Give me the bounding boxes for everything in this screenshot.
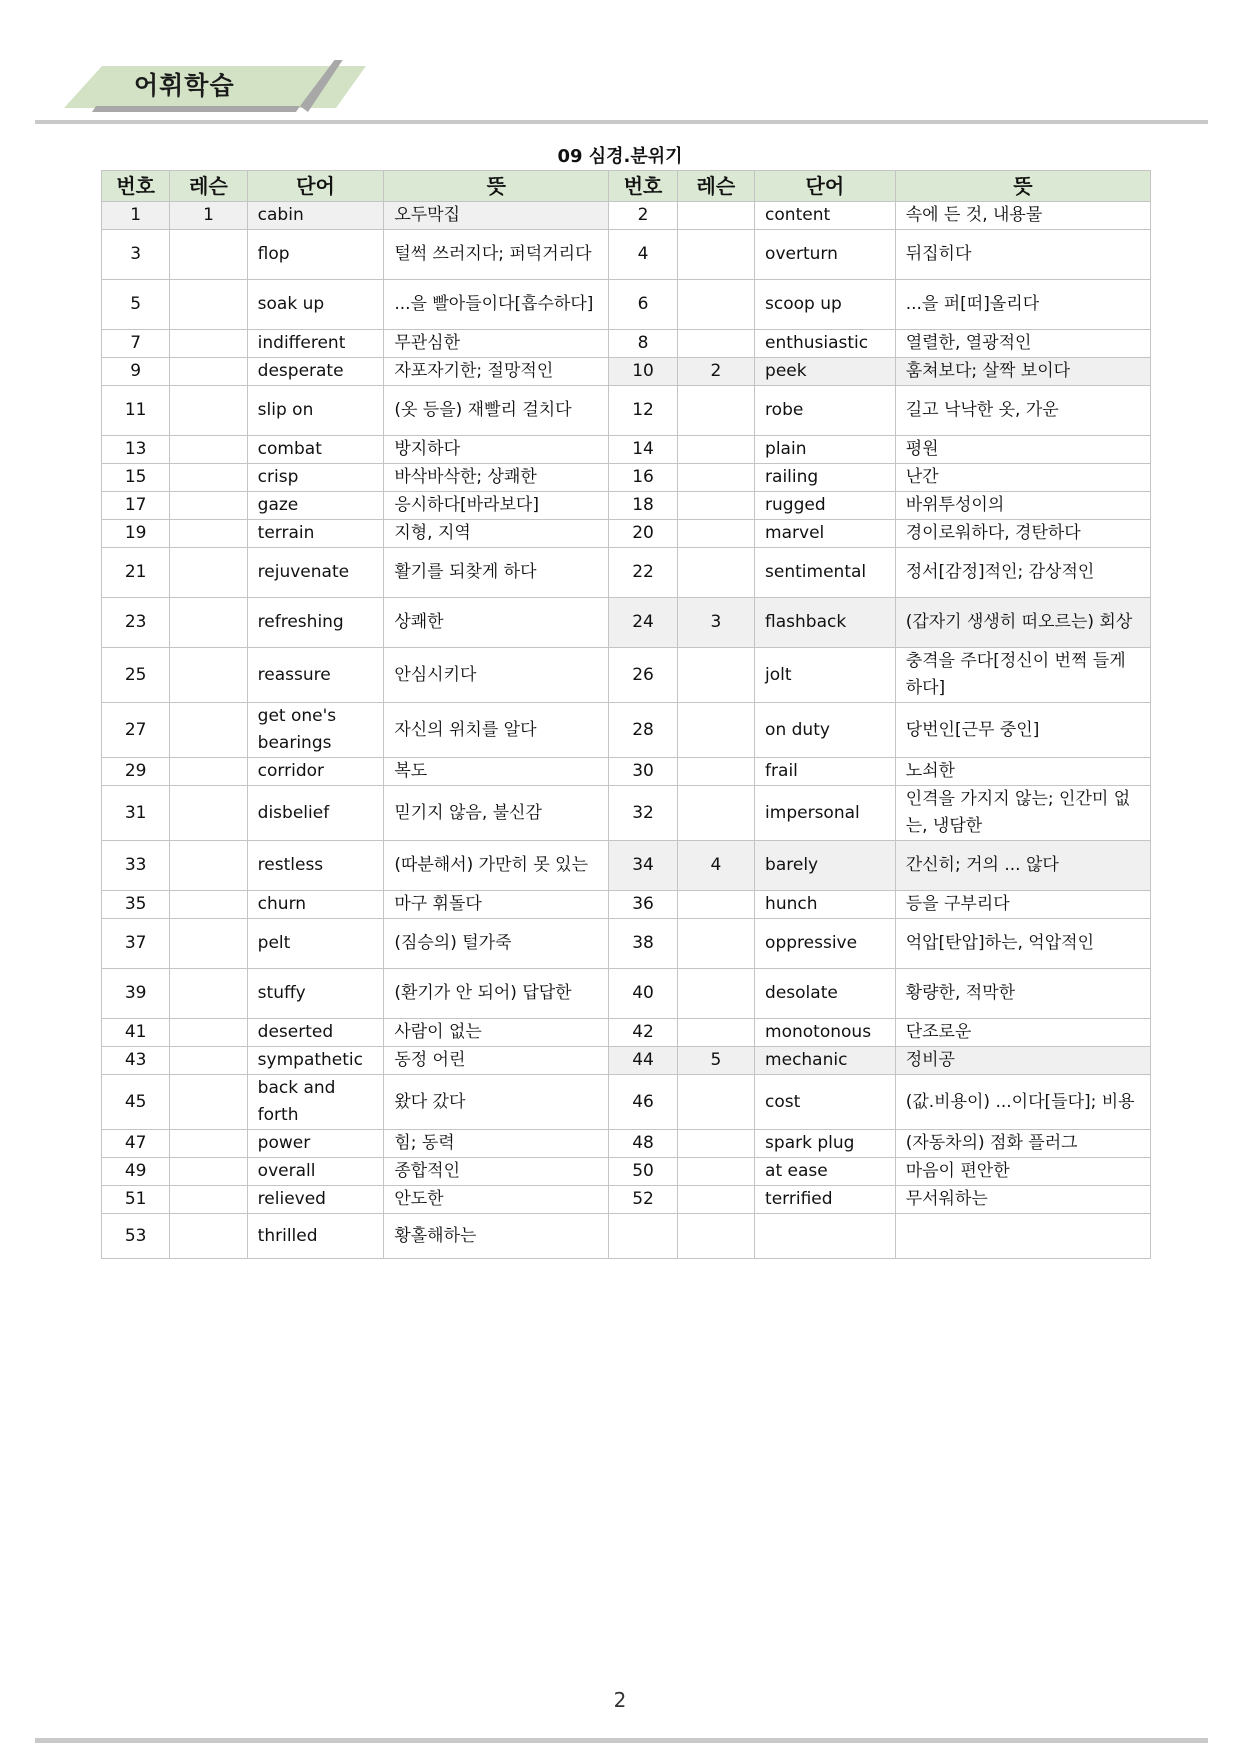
entry-number: 17	[102, 492, 170, 520]
column-header: 뜻	[384, 171, 609, 202]
entry-number: 1	[102, 202, 170, 230]
entry-number: 47	[102, 1130, 170, 1158]
word-meaning: 훔쳐보다; 살짝 보이다	[895, 358, 1150, 386]
entry-number: 18	[609, 492, 677, 520]
entry-number: 8	[609, 330, 677, 358]
entry-number: 4	[609, 230, 677, 280]
word-meaning: (짐승의) 털가죽	[384, 919, 609, 969]
vocab-word: plain	[755, 436, 896, 464]
word-meaning: 무관심한	[384, 330, 609, 358]
entry-number: 9	[102, 358, 170, 386]
lesson-number	[677, 891, 754, 919]
column-header: 번호	[102, 171, 170, 202]
page-number: 2	[613, 1688, 627, 1712]
column-header: 단어	[247, 171, 384, 202]
column-header: 단어	[755, 171, 896, 202]
table-row	[102, 786, 1151, 841]
lesson-number	[170, 1047, 247, 1075]
vocab-word: mechanic	[755, 1047, 896, 1075]
entry-number: 33	[102, 841, 170, 891]
vocab-word: back and forth	[247, 1075, 384, 1130]
vocab-word: overall	[247, 1158, 384, 1186]
header-banner	[64, 60, 366, 112]
table-row	[102, 1158, 1151, 1186]
lesson-number	[677, 919, 754, 969]
lesson-number	[677, 703, 754, 758]
entry-number: 21	[102, 548, 170, 598]
table-row	[102, 520, 1151, 548]
lesson-number	[170, 758, 247, 786]
table-row	[102, 703, 1151, 758]
vocab-word: gaze	[247, 492, 384, 520]
lesson-number: 2	[677, 358, 754, 386]
vocab-word: get one's bearings	[247, 703, 384, 758]
lesson-number	[677, 492, 754, 520]
vocab-word: disbelief	[247, 786, 384, 841]
lesson-number	[677, 758, 754, 786]
lesson-number	[677, 464, 754, 492]
lesson-number	[170, 548, 247, 598]
entry-number: 36	[609, 891, 677, 919]
vocab-word: deserted	[247, 1019, 384, 1047]
vocab-word: peek	[755, 358, 896, 386]
word-meaning: 응시하다[바라보다]	[384, 492, 609, 520]
table-row	[102, 280, 1151, 330]
word-meaning: (자동차의) 점화 플러그	[895, 1130, 1150, 1158]
entry-number: 10	[609, 358, 677, 386]
word-meaning: (환기가 안 되어) 답답한	[384, 969, 609, 1019]
word-meaning: 등을 구부리다	[895, 891, 1150, 919]
column-header: 번호	[609, 171, 677, 202]
entry-number: 16	[609, 464, 677, 492]
lesson-number: 5	[677, 1047, 754, 1075]
word-meaning: 노쇠한	[895, 758, 1150, 786]
word-meaning: 복도	[384, 758, 609, 786]
table-row	[102, 386, 1151, 436]
word-meaning: 길고 낙낙한 옷, 가운	[895, 386, 1150, 436]
lesson-number	[170, 1186, 247, 1214]
entry-number: 29	[102, 758, 170, 786]
vocab-word: flop	[247, 230, 384, 280]
word-meaning: 경이로워하다, 경탄하다	[895, 520, 1150, 548]
vocab-word: robe	[755, 386, 896, 436]
vocab-word: desperate	[247, 358, 384, 386]
word-meaning: 황량한, 적막한	[895, 969, 1150, 1019]
lesson-number	[677, 230, 754, 280]
vocab-word: sympathetic	[247, 1047, 384, 1075]
word-meaning: (갑자기 생생히 떠오르는) 회상	[895, 598, 1150, 648]
table-header-row	[102, 171, 1151, 202]
vocab-word: combat	[247, 436, 384, 464]
vocab-word: soak up	[247, 280, 384, 330]
word-meaning: 정비공	[895, 1047, 1150, 1075]
lesson-number	[170, 598, 247, 648]
lesson-number	[677, 1214, 754, 1259]
lesson-number	[170, 1075, 247, 1130]
lesson-number	[677, 1158, 754, 1186]
word-meaning: 동정 어린	[384, 1047, 609, 1075]
word-meaning: ...을 빨아들이다[흡수하다]	[384, 280, 609, 330]
bottom-divider	[35, 1738, 1208, 1743]
entry-number: 40	[609, 969, 677, 1019]
table-row	[102, 492, 1151, 520]
vocab-word: terrain	[247, 520, 384, 548]
table-row	[102, 436, 1151, 464]
vocab-word: crisp	[247, 464, 384, 492]
word-meaning: 종합적인	[384, 1158, 609, 1186]
vocab-word: marvel	[755, 520, 896, 548]
lesson-number	[677, 786, 754, 841]
column-header: 레슨	[170, 171, 247, 202]
vocab-word: churn	[247, 891, 384, 919]
word-meaning: 억압[탄압]하는, 억압적인	[895, 919, 1150, 969]
lesson-number	[677, 330, 754, 358]
table-row	[102, 1019, 1151, 1047]
vocab-word: relieved	[247, 1186, 384, 1214]
word-meaning: 상쾌한	[384, 598, 609, 648]
entry-number: 5	[102, 280, 170, 330]
entry-number: 14	[609, 436, 677, 464]
vocab-word: cabin	[247, 202, 384, 230]
word-meaning: (값.비용이) ...이다[들다]; 비용	[895, 1075, 1150, 1130]
vocab-word: oppressive	[755, 919, 896, 969]
word-meaning: 털썩 쓰러지다; 퍼덕거리다	[384, 230, 609, 280]
section-title: 09 심경.분위기	[557, 146, 683, 167]
entry-number: 30	[609, 758, 677, 786]
table-row	[102, 1186, 1151, 1214]
lesson-number	[170, 969, 247, 1019]
word-meaning: 열렬한, 열광적인	[895, 330, 1150, 358]
word-meaning: 힘; 동력	[384, 1130, 609, 1158]
word-meaning: 속에 든 것, 내용물	[895, 202, 1150, 230]
vocab-word: at ease	[755, 1158, 896, 1186]
table-row	[102, 891, 1151, 919]
table-body	[102, 202, 1151, 1259]
vocab-word: restless	[247, 841, 384, 891]
entry-number: 20	[609, 520, 677, 548]
table-row	[102, 330, 1151, 358]
lesson-number	[170, 436, 247, 464]
table-row	[102, 548, 1151, 598]
entry-number: 11	[102, 386, 170, 436]
lesson-number: 3	[677, 598, 754, 648]
entry-number: 24	[609, 598, 677, 648]
word-meaning: 활기를 되찾게 하다	[384, 548, 609, 598]
table-row	[102, 1075, 1151, 1130]
lesson-number	[170, 648, 247, 703]
entry-number: 35	[102, 891, 170, 919]
table-row	[102, 598, 1151, 648]
entry-number: 46	[609, 1075, 677, 1130]
lesson-number	[677, 1186, 754, 1214]
vocab-word: sentimental	[755, 548, 896, 598]
table-row	[102, 1130, 1151, 1158]
vocab-word: corridor	[247, 758, 384, 786]
lesson-number	[170, 280, 247, 330]
table-row	[102, 969, 1151, 1019]
lesson-number	[170, 330, 247, 358]
vocab-word: reassure	[247, 648, 384, 703]
lesson-number	[677, 1075, 754, 1130]
entry-number: 44	[609, 1047, 677, 1075]
vocab-word: stuffy	[247, 969, 384, 1019]
lesson-number	[677, 436, 754, 464]
vocab-word: spark plug	[755, 1130, 896, 1158]
word-meaning: 무서워하는	[895, 1186, 1150, 1214]
table-row	[102, 841, 1151, 891]
column-header: 뜻	[895, 171, 1150, 202]
vocab-word: flashback	[755, 598, 896, 648]
word-meaning: ...을 퍼[떠]올리다	[895, 280, 1150, 330]
vocabulary-table	[101, 170, 1151, 1259]
lesson-number	[170, 358, 247, 386]
lesson-number	[170, 1158, 247, 1186]
entry-number: 23	[102, 598, 170, 648]
table-row	[102, 758, 1151, 786]
word-meaning	[895, 1214, 1150, 1259]
table-row	[102, 202, 1151, 230]
entry-number: 22	[609, 548, 677, 598]
lesson-number	[170, 786, 247, 841]
word-meaning: 정서[감정]적인; 감상적인	[895, 548, 1150, 598]
word-meaning: 인격을 가지지 않는; 인간미 없는, 냉담한	[895, 786, 1150, 841]
entry-number: 6	[609, 280, 677, 330]
top-divider	[35, 120, 1208, 124]
vocab-word: cost	[755, 1075, 896, 1130]
entry-number: 51	[102, 1186, 170, 1214]
entry-number: 25	[102, 648, 170, 703]
entry-number: 28	[609, 703, 677, 758]
word-meaning: 자포자기한; 절망적인	[384, 358, 609, 386]
entry-number: 43	[102, 1047, 170, 1075]
vocab-word: content	[755, 202, 896, 230]
word-meaning: 안도한	[384, 1186, 609, 1214]
vocab-word: monotonous	[755, 1019, 896, 1047]
lesson-number	[170, 841, 247, 891]
entry-number: 31	[102, 786, 170, 841]
column-header: 레슨	[677, 171, 754, 202]
entry-number: 38	[609, 919, 677, 969]
lesson-number	[170, 919, 247, 969]
lesson-number: 4	[677, 841, 754, 891]
entry-number: 15	[102, 464, 170, 492]
vocab-word: power	[247, 1130, 384, 1158]
word-meaning: 바위투성이의	[895, 492, 1150, 520]
vocab-word: frail	[755, 758, 896, 786]
word-meaning: (옷 등을) 재빨리 걸치다	[384, 386, 609, 436]
entry-number: 45	[102, 1075, 170, 1130]
lesson-number	[677, 520, 754, 548]
entry-number: 3	[102, 230, 170, 280]
vocab-word: thrilled	[247, 1214, 384, 1259]
word-meaning: (따분해서) 가만히 못 있는	[384, 841, 609, 891]
word-meaning: 지형, 지역	[384, 520, 609, 548]
vocab-word: terrified	[755, 1186, 896, 1214]
entry-number: 42	[609, 1019, 677, 1047]
table-row	[102, 919, 1151, 969]
vocab-word: rejuvenate	[247, 548, 384, 598]
lesson-number	[677, 548, 754, 598]
header-title: 어휘학습	[134, 71, 235, 100]
entry-number: 12	[609, 386, 677, 436]
entry-number: 53	[102, 1214, 170, 1259]
entry-number: 34	[609, 841, 677, 891]
lesson-number	[170, 703, 247, 758]
word-meaning: 난간	[895, 464, 1150, 492]
lesson-number	[170, 891, 247, 919]
lesson-number	[170, 492, 247, 520]
vocab-word: pelt	[247, 919, 384, 969]
entry-number: 13	[102, 436, 170, 464]
word-meaning: 왔다 갔다	[384, 1075, 609, 1130]
table-row	[102, 464, 1151, 492]
word-meaning: 바삭바삭한; 상쾌한	[384, 464, 609, 492]
vocab-word: barely	[755, 841, 896, 891]
vocab-word: jolt	[755, 648, 896, 703]
lesson-number	[170, 386, 247, 436]
table-row	[102, 358, 1151, 386]
lesson-number	[677, 648, 754, 703]
entry-number: 26	[609, 648, 677, 703]
vocab-word: indifferent	[247, 330, 384, 358]
word-meaning: 간신히; 거의 ... 않다	[895, 841, 1150, 891]
entry-number: 50	[609, 1158, 677, 1186]
vocab-word	[755, 1214, 896, 1259]
lesson-number: 1	[170, 202, 247, 230]
entry-number: 32	[609, 786, 677, 841]
table-row	[102, 648, 1151, 703]
word-meaning: 뒤집히다	[895, 230, 1150, 280]
lesson-number	[170, 1019, 247, 1047]
vocab-word: on duty	[755, 703, 896, 758]
word-meaning: 사람이 없는	[384, 1019, 609, 1047]
vocab-word: desolate	[755, 969, 896, 1019]
lesson-number	[170, 520, 247, 548]
table-row	[102, 230, 1151, 280]
lesson-number	[170, 1214, 247, 1259]
table-row	[102, 1047, 1151, 1075]
word-meaning: 황홀해하는	[384, 1214, 609, 1259]
vocab-word: slip on	[247, 386, 384, 436]
lesson-number	[677, 1019, 754, 1047]
vocab-word: hunch	[755, 891, 896, 919]
word-meaning: 마음이 편안한	[895, 1158, 1150, 1186]
entry-number: 41	[102, 1019, 170, 1047]
lesson-number	[677, 202, 754, 230]
word-meaning: 자신의 위치를 알다	[384, 703, 609, 758]
table-row	[102, 1214, 1151, 1259]
entry-number: 52	[609, 1186, 677, 1214]
word-meaning: 마구 휘돌다	[384, 891, 609, 919]
entry-number: 48	[609, 1130, 677, 1158]
lesson-number	[677, 386, 754, 436]
vocab-word: railing	[755, 464, 896, 492]
entry-number: 7	[102, 330, 170, 358]
entry-number: 2	[609, 202, 677, 230]
word-meaning: 충격을 주다[정신이 번쩍 들게 하다]	[895, 648, 1150, 703]
word-meaning: 방지하다	[384, 436, 609, 464]
word-meaning: 당번인[근무 중인]	[895, 703, 1150, 758]
vocab-word: scoop up	[755, 280, 896, 330]
entry-number: 37	[102, 919, 170, 969]
lesson-number	[677, 969, 754, 1019]
lesson-number	[677, 280, 754, 330]
entry-number	[609, 1214, 677, 1259]
vocab-word: refreshing	[247, 598, 384, 648]
word-meaning: 평원	[895, 436, 1150, 464]
entry-number: 39	[102, 969, 170, 1019]
vocab-word: enthusiastic	[755, 330, 896, 358]
entry-number: 49	[102, 1158, 170, 1186]
vocab-word: impersonal	[755, 786, 896, 841]
lesson-number	[170, 230, 247, 280]
lesson-number	[170, 464, 247, 492]
word-meaning: 믿기지 않음, 불신감	[384, 786, 609, 841]
lesson-number	[170, 1130, 247, 1158]
entry-number: 19	[102, 520, 170, 548]
word-meaning: 오두막집	[384, 202, 609, 230]
word-meaning: 안심시키다	[384, 648, 609, 703]
vocab-word: overturn	[755, 230, 896, 280]
vocab-word: rugged	[755, 492, 896, 520]
word-meaning: 단조로운	[895, 1019, 1150, 1047]
lesson-number	[677, 1130, 754, 1158]
entry-number: 27	[102, 703, 170, 758]
